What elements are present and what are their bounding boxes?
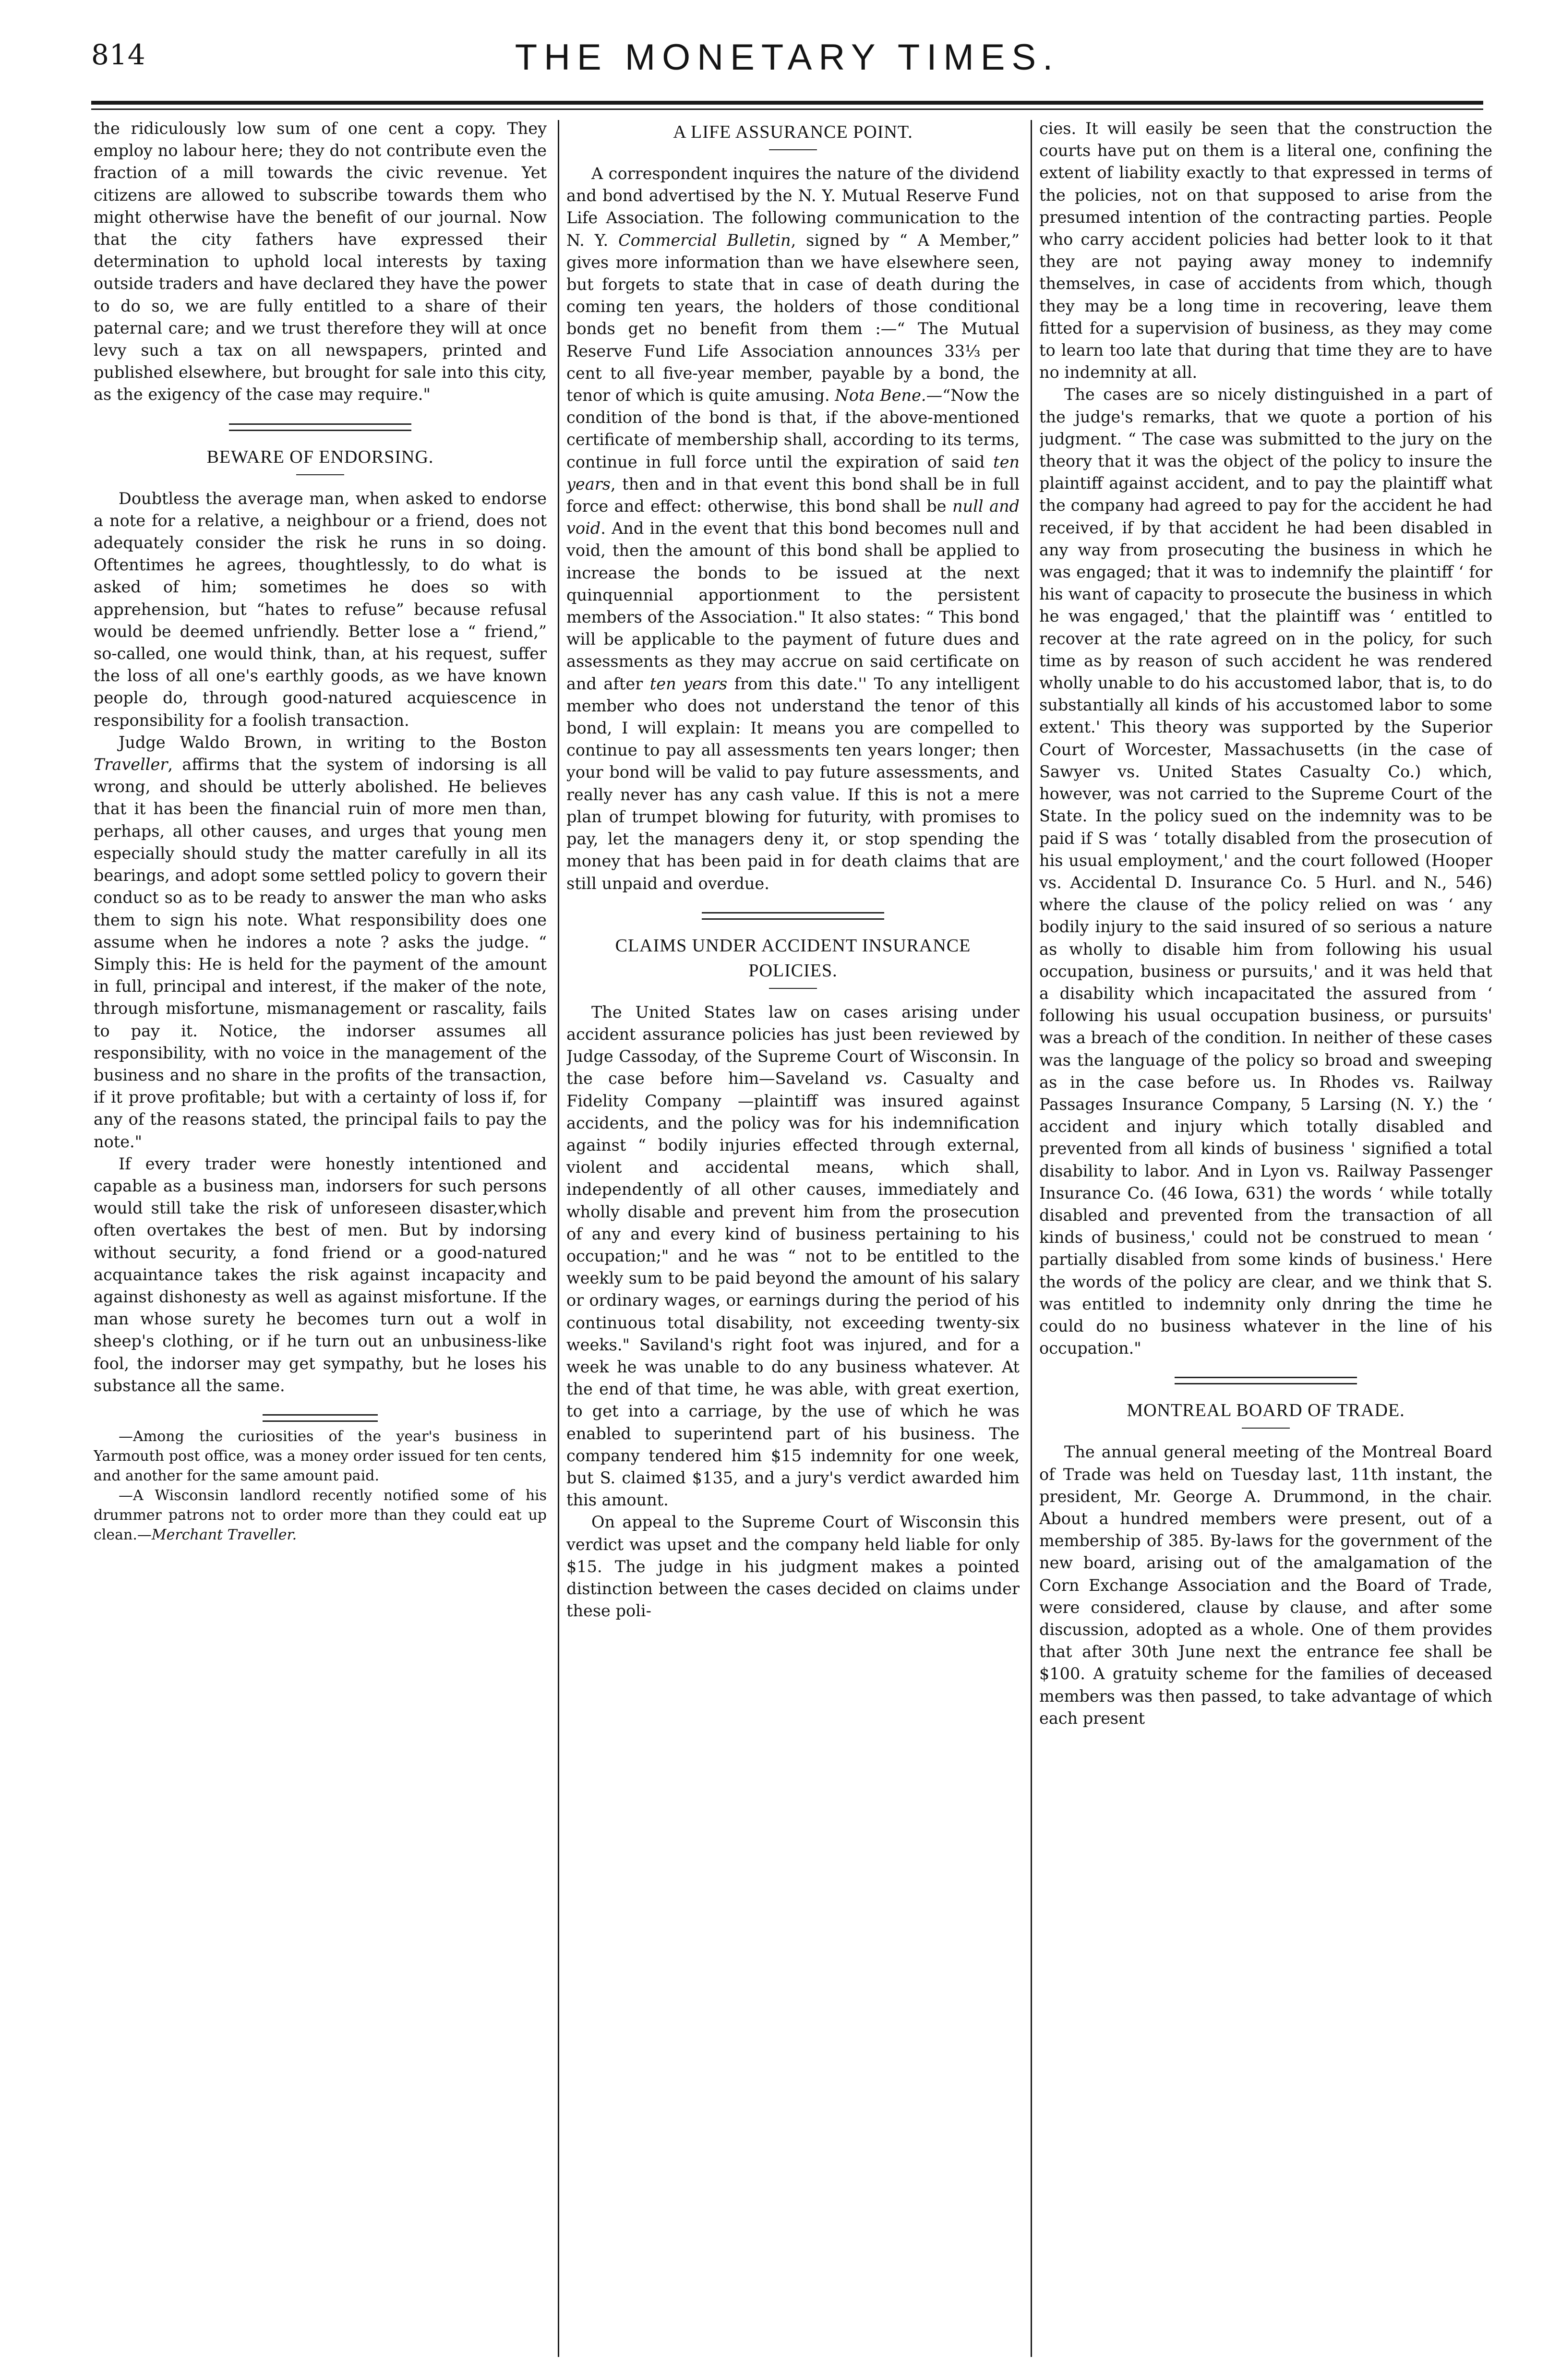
heading-rule	[296, 474, 344, 475]
paragraph: Judge Waldo Brown, in writing to the Boston Traveller, affirms that the system of indorsing is all wrong, and should be utterly abolished. He believes that it has been the financial ruin of more men than, perhaps, all other causes, and urges that young men especially should study the matter carefully in all its bearings, and adopt some settled policy to govern their conduct so as to be ready to answer the man who asks them to sign his note. What responsibility does one assume when he indores a note ? asks the judge. “ Simply this: He is held for the payment of the amount in full, principal and interest, if the maker of the note, through misfortune, mismanagement or rascality, fails to pay it. Notice, the indorser assumes all responsibility, with no voice in the management of the business and no share in the profits of the transaction, if it prove profitable; but with a certainty of loss if, for any of the reasons stated, the principal fails to pay the note."	[94, 733, 547, 1151]
paragraph: Doubtless the average man, when asked to endorse a note for a relative, a neighbour or a friend, does not adequately consider the risk he runs in so doing. Oftentimes he agrees, thoughtlessly, to do what is asked of him; sometimes he does so with apprehension, but “hates to refuse” because refusal would be deemed unfriendly. Better lose a “ friend,” so-called, one would think, than, at his request, suffer the loss of all one's earthly goods, as we have known people do, through good-natured acquiescence in responsibility for a foolish transaction.	[94, 489, 547, 730]
paragraph: The United States law on cases arising under accident assurance policies has just been reviewed by Judge Cassoday, of the Supreme Court of Wisconsin. In the case before him—Saveland vs. Casualty and Fidelity Company —plaintiff was insured against accidents, and the policy was for his indemnification against “ bodily injuries effected through external, violent and accidental means, which shall, independently of all other causes, immediately and wholly disable and prevent him from the prosecution of any and every kind of business pertaining to his occupation;" and he was “ not to be entitled to the weekly sum to be paid beyond the amount of his salary or ordinary wages, or earnings during the period of his continuous total disability, not exceeding twenty-six weeks." Saviland's right foot was injured, and for a week he was unable to do any business whatever. At the end of that time, he was able, with great exertion, to get into a carriage, by the use of which he was enabled to superintend part of his business. The company tendered him $15 indemnity for one week, but S. claimed $135, and a jury's verdict awarded him this amount.	[566, 1002, 1020, 1510]
section-divider	[1175, 1377, 1357, 1384]
heading-rule	[769, 149, 817, 150]
article-heading-endorsing: BEWARE OF ENDORSING.	[206, 446, 434, 467]
publication-title: THE MONETARY TIMES.	[515, 37, 1060, 78]
header-rule-thin	[91, 108, 1483, 110]
paragraph: The cases are so nicely distinguished in a part of the judge's remarks, that we quote a portion of his judgment. “ The case was submitted to the jury on the theory that it was the object of the policy to insure the plaintiff against accident, and to pay the plaintiff what the company had agreed to pay for the accident he had received, if by that accident he had been disabled in any way from prosecuting the business in which he was engaged; that it was to indemnify the plaintiff ‘ for his want of capacity to prosecute the business in which he was engaged,' that the plaintiff was ‘ entitled to recover at the rate agreed on in the policy, for such time as by reason of such accident he was rendered wholly unable to do his accustomed labor, that is, to do substantially all kinds of his accustomed labor to some extent.' This theory was supported by the Superior Court of Worcester, Massachusetts (in the case of Sawyer vs. United States Casualty Co.) which, however, was not carried to the Supreme Court of the State. In the policy sued on the indemnity was to be paid if S was ‘ totally disabled from the prosecution of his usual employment,' and the court followed (Hooper vs. Accidental D. Insurance Co. 5 Hurl. and N., 546) where the clause of the policy relied on was ‘ any bodily injury to the said insured of so serious a nature as wholly to disable him from following his usual occupation, business or pursuits,' and it was held that a disability which incapacitated the assured from ‘ following his usual occupation business, or pursuits' was a breach of the condition. In neither of these cases was the language of the policy so broad and sweeping as in the case before us. In Rhodes vs. Railway Passages Insurance Company, 5 Larsing (N. Y.) the ‘ accident and injury which totally disabled and prevented from all kinds of business ' signified a total disability to labor. And in Lyon vs. Railway Passenger Insurance Co. (46 Iowa, 631) the words ‘ while totally disabled and prevented from the transaction of all kinds of business,' could not be construed to mean ‘ partially disabled from some kinds of business.' Here the words of the policy are clear, and we think that S. was entitled to indemnity only dnring the time he could do no business whatever in the line of his occupation."	[1039, 385, 1492, 1358]
article-heading-life-assurance: A LIFE ASSURANCE POINT.	[673, 122, 913, 142]
section-divider	[702, 912, 884, 920]
news-note: —Among the curiosities of the year's business in Yarmouth post office, was a money order issued for ten cents, and another for the same amount paid.	[94, 1428, 547, 1484]
column-3	[1039, 118, 1492, 2364]
column-2	[566, 118, 1020, 2364]
article-heading-montreal-board: MONTREAL BOARD OF TRADE.	[1127, 1400, 1405, 1421]
page-number: 814	[91, 38, 146, 71]
column-divider-2	[1031, 120, 1032, 2357]
section-divider	[263, 1414, 378, 1422]
column-1	[94, 118, 547, 2364]
news-note: —A Wisconsin landlord recently notified some of his drummer patrons not to order more than they could eat up clean.—Merchant Traveller.	[94, 1487, 547, 1543]
article-continuation: cies. It will easily be seen that the construction the courts have put on them is a literal one, confining the extent of liability exactly to that expressed in terms of the policies, not on that supposed to arise from the presumed intention of the contracting parties. People who carry accident policies had better look to it that they are not paying away money to indemnify themselves, in case of accidents from which, though they may be a long time in recovering, leave them fitted for a supervision of business, as they may come to learn too late that during that time they are to have no indemnity at all.	[1039, 119, 1492, 382]
column-divider-1	[558, 120, 559, 2357]
paragraph: A correspondent inquires the nature of the dividend and bond advertised by the N. Y. Mutual Reserve Fund Life Association. The following communication to the N. Y. Commercial Bulletin, signed by “ A Member,” gives more information than we have elsewhere seen, but forgets to state that in case of death during the coming ten years, the holders of those conditional bonds get no benefit from them :—“ The Mutual Reserve Fund Life Association announces 33⅓ per cent to all five-year member, payable by a bond, the tenor of which is quite amusing. Nota Bene.—“Now the condition of the bond is that, if the above-mentioned certificate of membership shall, according to its terms, continue in full force until the expiration of said ten years, then and in that event this bond shall be in full force and effect: otherwise, this bond shall be null and void. And in the event that this bond becomes null and void, then the amount of this bond shall be applied to increase the bonds to be issued at the next quinquennial apportionment to the persistent members of the Association." It also states: “ This bond will be applicable to the payment of future dues and assessments as they may accrue on said certificate on and after ten years from this date.'' To any intelligent member who does not understand the tenor of this bond, I will explain: It means you are compelled to continue to pay all assessments ten years longer; then your bond will be valid to pay future assessments, and really never has any cash value. If this is not a mere plan of trumpet blowing for futurity, with promises to pay, let the managers deny it, or stop spending the money that has been paid in for death claims that are still unpaid and overdue.	[566, 164, 1020, 893]
heading-rule	[1242, 1428, 1290, 1429]
article-heading-accident-claims: CLAIMS UNDER ACCIDENT INSURANCE POLICIES.	[615, 935, 971, 981]
header-rule	[91, 101, 1483, 105]
paragraph: The annual general meeting of the Montreal Board of Trade was held on Tuesday last, 11th instant, the president, Mr. George A. Drummond, in the chair. About a hundred members were present, out of a membership of 385. By-laws for the government of the new board, arising out of the amalgamation of the Corn Exchange Association and the Board of Trade, were considered, clause by clause, and after some discussion, adopted as a whole. One of them provides that after 30th June next the entrance fee shall be $100. A gratuity scheme for the families of deceased members was then passed, to take advantage of which each present	[1039, 1442, 1492, 1728]
paragraph: On appeal to the Supreme Court of Wisconsin this verdict was upset and the company held liable for only $15. The judge in his judgment makes a pointed distinction between the cases decided on claims under these poli-	[566, 1513, 1020, 1621]
section-divider	[229, 423, 411, 431]
paragraph: If every trader were honestly intentioned and capable as a business man, indorsers for such persons would still take the risk of unforeseen disaster,which often overtakes the best of men. But by indorsing without security, a fond friend or a good-natured acquaintance takes the risk against incapacity and against dishonesty as well as against misfortune. If the man whose surety he becomes turn out a wolf in sheep's clothing, or if he turn out an unbusiness-like fool, the indorser may get sympathy, but he loses his substance all the same.	[94, 1154, 547, 1395]
masthead	[91, 34, 1483, 86]
heading-rule	[769, 988, 817, 989]
article-continuation: the ridiculously low sum of one cent a copy. They employ no labour here; they do not contribute even the fraction of a mill towards the civic revenue. Yet citizens are allowed to subscribe towards them who might otherwise have the benefit of our journal. Now that the city fathers have expressed their determination to uphold local interests by taxing outside traders and have declared they have the power to do so, we are fully entitled to a share of their paternal care; and we trust therefore they will at once levy such a tax on all newspapers, printed and published elsewhere, but brought for sale into this city, as the exigency of the case may require."	[94, 119, 547, 404]
